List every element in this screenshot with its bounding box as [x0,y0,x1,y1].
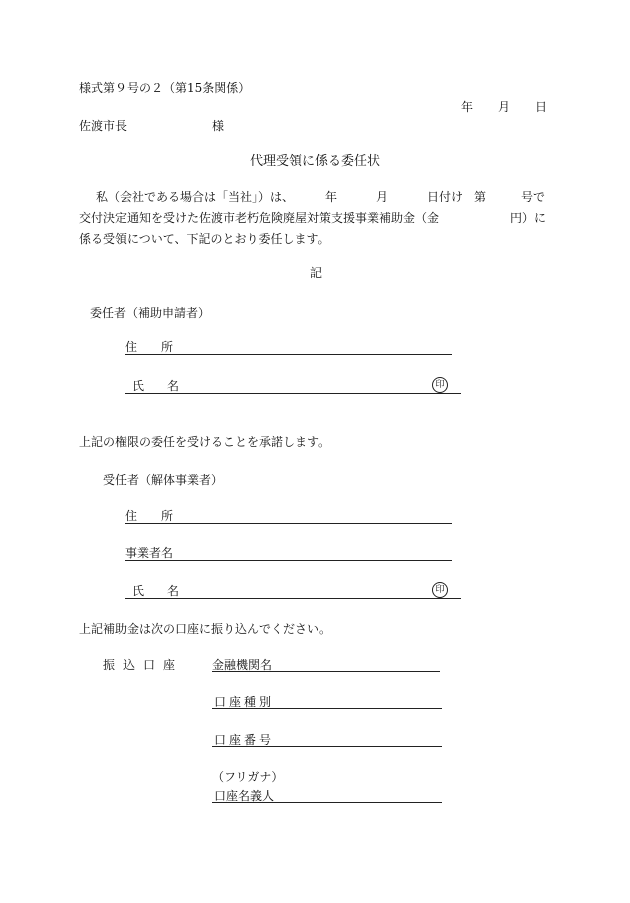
transfer-label-1: 振 [103,658,116,672]
delegate-address-line[interactable] [125,523,452,524]
body-line3: 係る受領について、下記のとおり委任します。 [79,232,330,246]
furigana-label: （フリガナ） [212,770,284,784]
date-day-label: 日 [535,100,548,114]
account-type-label-1: 口 [214,695,227,709]
body-dated-label: 日付け [427,190,464,204]
account-number-label-1: 口 [214,733,227,747]
delegate-heading: 受任者（解体事業者） [103,473,224,487]
delegate-name-label-2: 名 [167,584,180,598]
transfer-instruction: 上記補助金は次の口座に振り込んでください。 [79,622,332,636]
delegate-name-label-1: 氏 [132,584,145,598]
transfer-label-2: 込 [123,658,136,672]
addressee-honorific: 様 [212,119,225,133]
body-intro: 私（会社である場合は「当社」）は、 [96,190,295,204]
addressee: 佐渡市長 [79,119,128,133]
delegate-address-label-1: 住 [125,509,138,523]
account-type-label-4: 別 [259,695,272,709]
delegate-business-name-label: 事業者名 [125,546,174,560]
transfer-label-3: 口 [143,658,156,672]
body-month-label: 月 [376,190,389,204]
delegator-address-label-2: 所 [161,340,174,354]
date-year-label: 年 [461,100,474,114]
bank-name-label: 金融機関名 [212,658,273,672]
account-number-label-3: 番 [244,733,257,747]
delegator-name-label-1: 氏 [132,379,145,393]
delegate-seal-mark: 印 [432,582,448,598]
body-yen-label: 円）に [510,211,547,225]
body-go-label: 号で [521,190,546,204]
delegator-heading: 委任者（補助申請者） [90,306,211,320]
account-holder-line[interactable] [212,802,442,803]
transfer-label-4: 座 [163,658,176,672]
delegate-address-label-2: 所 [161,509,174,523]
delegate-name-line[interactable] [125,598,461,599]
acceptance-text: 上記の権限の委任を受けることを承諾します。 [79,435,331,449]
account-number-label-2: 座 [229,733,242,747]
body-year-label: 年 [325,190,338,204]
account-type-label-2: 座 [229,695,242,709]
account-type-line[interactable] [212,708,442,709]
form-number: 様式第９号の２（第15条関係） [79,81,251,95]
delegator-address-line[interactable] [125,354,452,355]
body-line2-text: 交付決定通知を受けた佐渡市老朽危険廃屋対策支援事業補助金（金 [79,211,440,225]
document-title: 代理受領に係る委任状 [250,154,381,169]
account-number-line[interactable] [212,746,442,747]
date-month-label: 月 [498,100,511,114]
delegator-seal-mark: 印 [432,377,448,393]
body-dai-label: 第 [474,190,487,204]
account-holder-label: 口座名義人 [214,789,275,803]
account-type-label-3: 種 [244,695,257,709]
account-number-label-4: 号 [259,733,272,747]
bank-name-line[interactable] [212,671,440,672]
delegator-address-label-1: 住 [125,340,138,354]
delegator-name-line[interactable] [125,393,461,394]
ki-heading: 記 [310,266,323,280]
delegator-name-label-2: 名 [167,379,180,393]
delegate-business-name-line[interactable] [125,560,452,561]
